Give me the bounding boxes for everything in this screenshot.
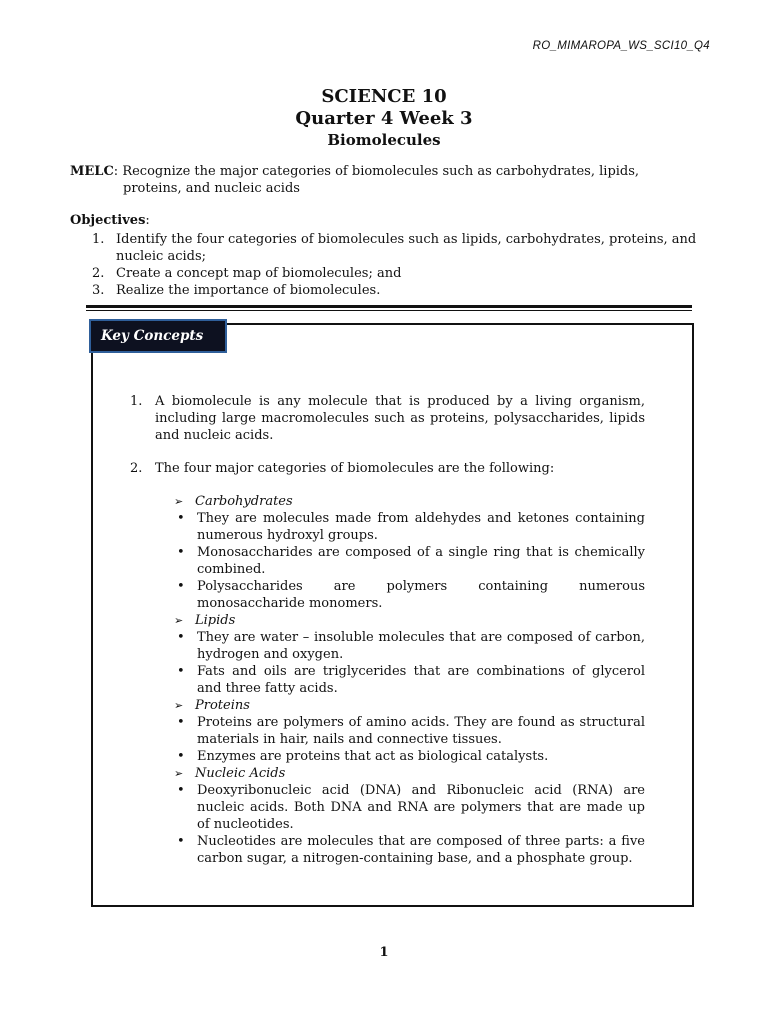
objectives-heading: Objectives: [70,213,150,228]
melc-line1: Recognize the major categories of biomolecules such as carbohydrates, lipids, [122,164,640,179]
list-item: • Nucleotides are molecules that are composed of three parts: a five carbon sugar, a nitrogen-containing base, and a phosphate group. [177,834,645,866]
objectives-list [92,231,707,299]
list-item: • Fats and oils are triglycerides that are combinations of glycerol and three fatty acids. [177,664,645,696]
page-subtitle: Quarter 4 Week 3 [295,108,473,129]
arrow-bullet-icon: ➢ [174,614,184,627]
categories-list [174,493,645,867]
key-concepts-tab: Key Concepts [89,319,227,353]
list-item: • Deoxyribonucleic acid (DNA) and Ribonucleic acid (RNA) are nucleic acids. Both DNA and RNA are polymers that are made up of nucleotides. [177,783,645,832]
arrow-bullet-icon: ➢ [174,699,184,712]
list-item: • They are molecules made from aldehydes and ketones containing numerous hydroxyl groups. [177,511,645,543]
list-item: • Monosaccharides are composed of a single ring that is chemically combined. [177,545,645,577]
document-code: RO_MIMAROPA_WS_SCI10_Q4 [532,40,710,52]
list-item: • Proteins are polymers of amino acids. They are found as structural materials in hair, nails and connective tissues. [177,715,645,747]
melc-line2: proteins, and nucleic acids [123,181,300,196]
divider-thin [86,310,692,311]
key-concepts-content [130,393,645,867]
category-carbohydrates: ➢ Carbohydrates [174,494,293,509]
melc-block [70,163,690,197]
concept-paragraph-1: 1. A biomolecule is any molecule that is produced by a living organism, including large macromolecules such as proteins, polysaccharides, lipids and nucleic acids. [130,394,645,443]
arrow-bullet-icon: ➢ [174,767,184,780]
arrow-bullet-icon: ➢ [174,495,184,508]
melc-colon: : [113,164,123,179]
list-item: • Enzymes are proteins that act as biological catalysts. [177,749,549,764]
category-proteins: ➢ Proteins [174,698,250,713]
objective-item: 1. Identify the four categories of biomolecules such as lipids, carbohydrates, proteins, and nucleic acids; [92,232,697,264]
list-item: • Polysaccharides are polymers containing numerous monosaccharide monomers. [177,579,645,611]
list-item: • They are water – insoluble molecules that are composed of carbon, hydrogen and oxygen. [177,630,645,662]
divider-thick [86,305,692,308]
page-title: SCIENCE 10 [321,86,447,107]
page-number: 1 [379,945,389,960]
objective-item: 3. Realize the importance of biomolecules. [92,283,381,298]
category-lipids: ➢ Lipids [174,613,236,628]
topic-title: Biomolecules [327,131,441,149]
category-nucleic-acids: ➢ Nucleic Acids [174,766,286,781]
concept-paragraph-2: 2. The four major categories of biomolecules are the following: [130,461,555,476]
melc-label: MELC [70,164,114,179]
objective-item: 2. Create a concept map of biomolecules; and [92,266,402,281]
